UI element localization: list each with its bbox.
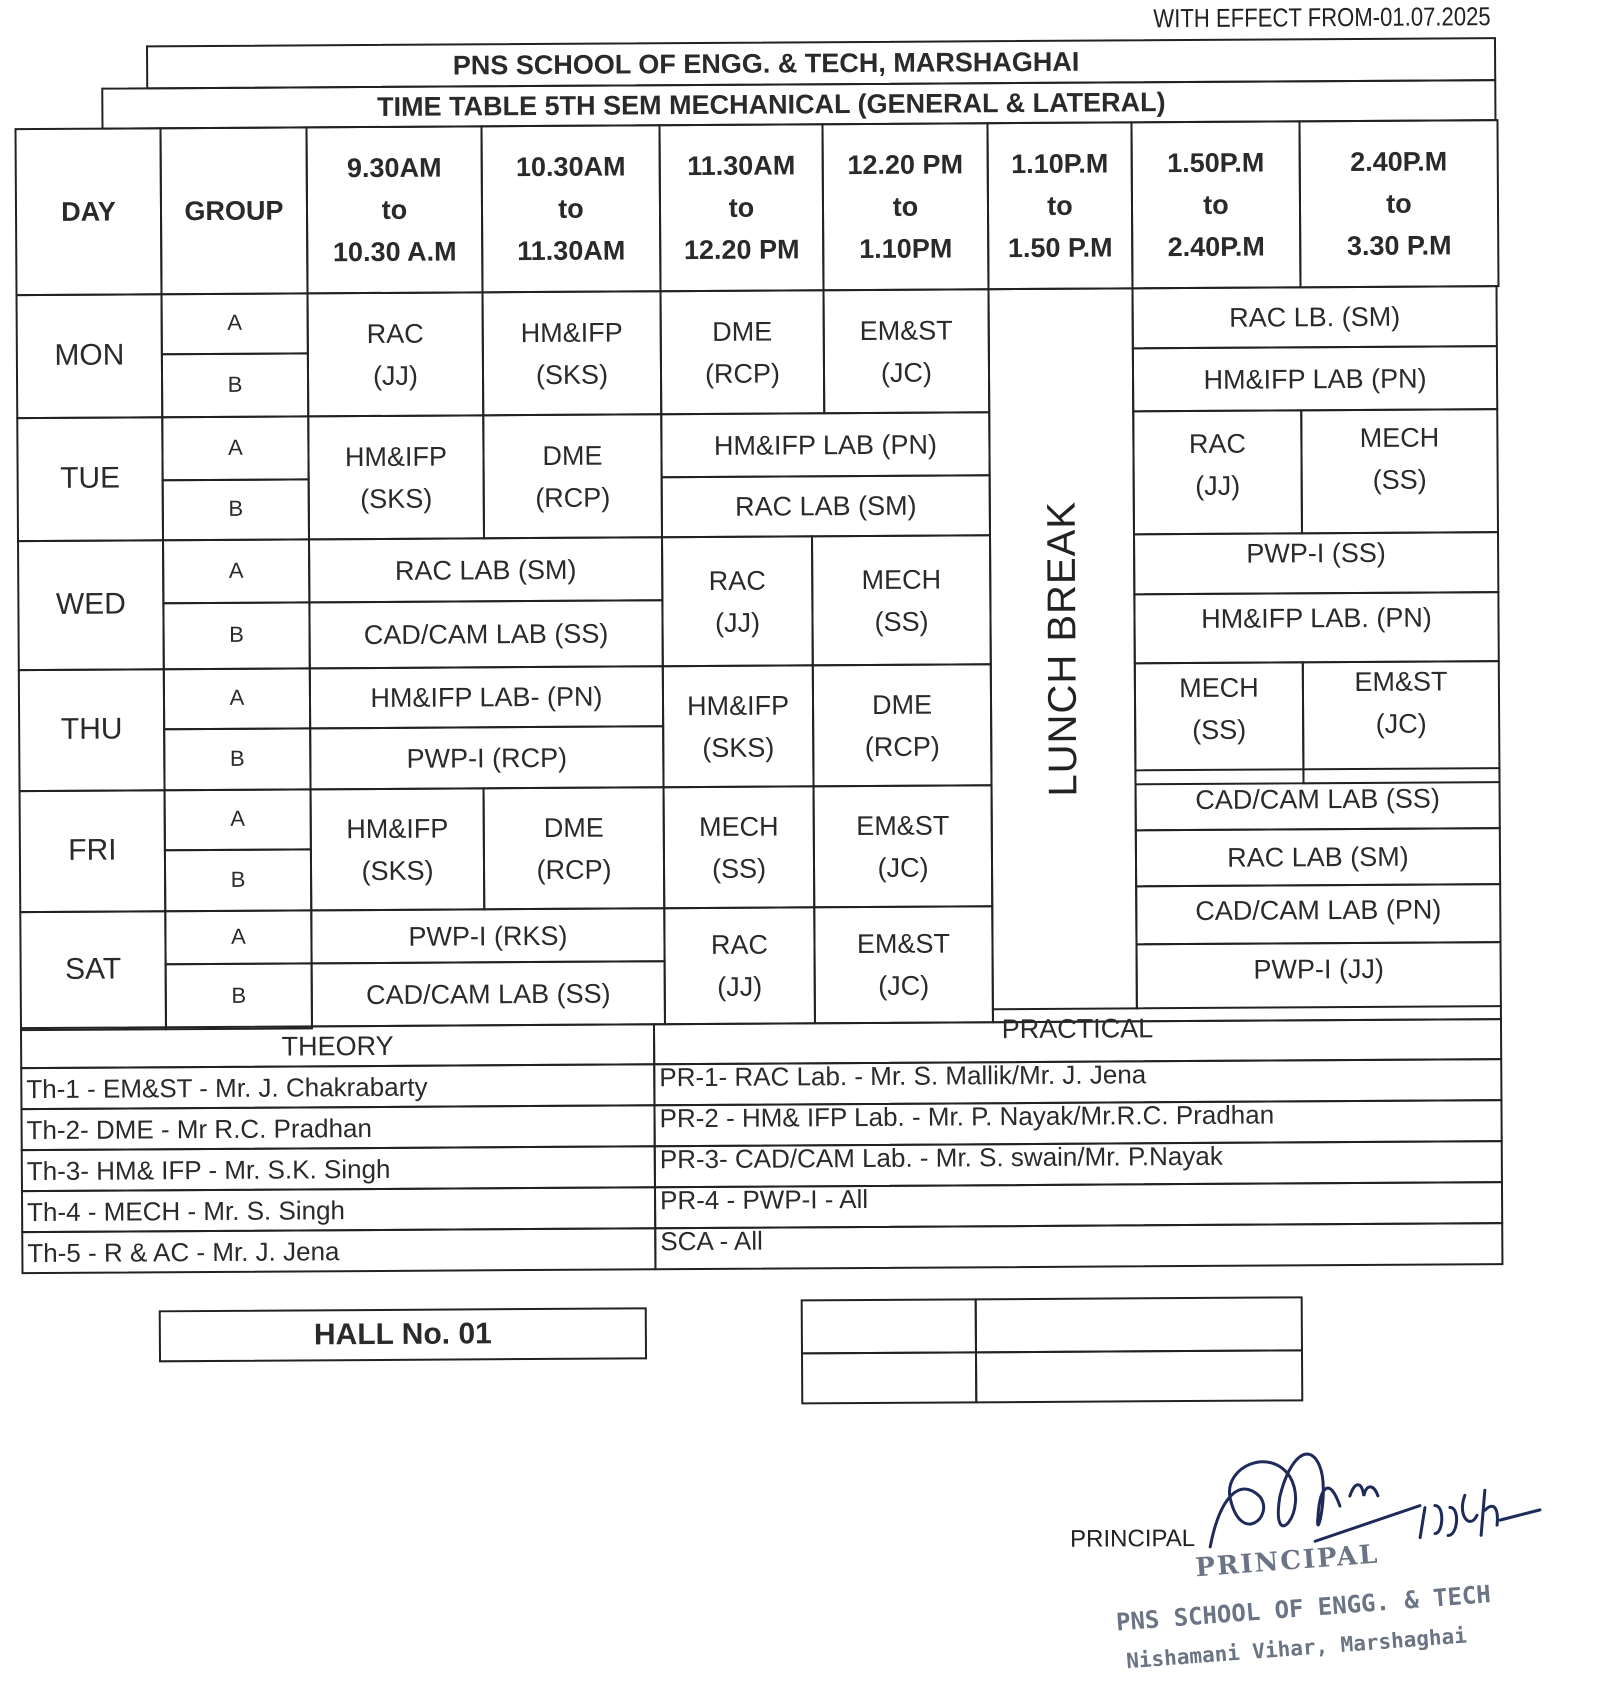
- practical-entry: PR-2 - HM& IFP Lab. - Mr. P. Nayak/Mr.R.C. Pradhan: [659, 1099, 1275, 1133]
- day-label-thu: THU: [60, 712, 123, 746]
- teacher: (SS): [874, 606, 929, 637]
- subject: EM&ST: [1354, 665, 1448, 697]
- lunch-break-label: LUNCH BREAK: [1039, 500, 1086, 797]
- teacher: (JC): [878, 970, 930, 1001]
- empty-cell: [975, 1349, 1303, 1403]
- group-label-a: A: [227, 309, 243, 335]
- practical-entry: PR-3- CAD/CAM Lab. - Mr. S. swain/Mr. P.Nayak: [659, 1140, 1223, 1174]
- sat-b-pm: PWP-I (JJ): [1253, 953, 1384, 985]
- teacher: (JJ): [372, 360, 419, 391]
- teacher: (JC): [877, 852, 929, 883]
- teacher: (SKS): [360, 483, 433, 514]
- slot-time-line: 1.10P.M: [1011, 148, 1109, 180]
- subject: EM&ST: [856, 809, 950, 841]
- sat-s3: [663, 906, 816, 1025]
- group-label-a: A: [228, 557, 244, 583]
- slot-time-line: 12.20 PM: [683, 234, 800, 266]
- slot-time-line: 3.30 P.M: [1346, 230, 1452, 262]
- slot-time-line: 1.10PM: [859, 233, 953, 265]
- subject: MECH: [698, 811, 779, 842]
- institute-name: PNS SCHOOL OF ENGG. & TECH, MARSHAGHAI: [452, 46, 1080, 81]
- fri-s1: [310, 787, 486, 911]
- slot-header-3: [658, 123, 824, 292]
- group-label-a: A: [229, 684, 245, 710]
- tue-s7: [1300, 408, 1499, 509]
- sat-a-lab: PWP-I (RKS): [408, 920, 568, 952]
- teacher: (JJ): [714, 607, 761, 638]
- thu-s4: [812, 663, 993, 787]
- thu-a-lab: HM&IFP LAB- (PN): [370, 681, 603, 714]
- header-group: GROUP: [184, 195, 284, 227]
- subject: DME: [712, 316, 773, 347]
- teacher: (RCP): [864, 731, 940, 762]
- subject: MECH: [861, 564, 942, 595]
- slot-time-line: to: [381, 194, 408, 225]
- lunch-break-text-wrap: [987, 287, 1137, 1010]
- teacher: (JJ): [1195, 470, 1241, 501]
- slot-time-line: 1.50P.M: [1167, 147, 1265, 179]
- wed-a-lab: RAC LAB (SM): [394, 554, 577, 586]
- fri-s4: [813, 784, 994, 908]
- empty-cell: [801, 1298, 977, 1354]
- sat-s4: [813, 905, 994, 1024]
- subject: MECH: [1179, 672, 1259, 703]
- tue-s1: [307, 414, 485, 540]
- subject: DME: [543, 812, 604, 843]
- sat-a-pm: CAD/CAM LAB (PN): [1195, 894, 1442, 926]
- fri-s3: [663, 785, 816, 909]
- theory-entry: Th-5 - R & AC - Mr. J. Jena: [27, 1235, 340, 1268]
- empty-cell: [801, 1351, 977, 1404]
- group-label-b: B: [227, 371, 243, 397]
- fri-s2: [483, 786, 666, 910]
- wed-s3: [661, 535, 814, 667]
- fri-a-pm: CAD/CAM LAB (SS): [1195, 783, 1440, 815]
- slot-header-5: [986, 121, 1133, 290]
- slot-time-line: 11.30AM: [687, 150, 796, 182]
- teacher: (JJ): [717, 971, 763, 1002]
- day-label-sat: SAT: [64, 952, 122, 986]
- practical-title: PRACTICAL: [1001, 1013, 1154, 1045]
- teacher: (RCP): [535, 482, 611, 513]
- theory-entry: Th-1 - EM&ST - Mr. J. Chakrabarty: [26, 1071, 428, 1104]
- stamp-line-2: Nishamani Vihar, Marshaghai: [1125, 1623, 1468, 1674]
- tue-b-lab: RAC LAB (SM): [734, 490, 917, 522]
- thu-s3: [662, 664, 815, 788]
- group-label-b: B: [229, 621, 245, 647]
- group-label-b: B: [228, 495, 244, 521]
- tue-a-lab: HM&IFP LAB (PN): [713, 429, 938, 461]
- teacher: (SKS): [535, 359, 609, 390]
- day-label-wed: WED: [55, 587, 127, 621]
- day-label-tue: TUE: [60, 461, 121, 495]
- slot-header-2: [480, 124, 661, 293]
- teacher: (SS): [711, 853, 767, 884]
- group-label-b: B: [231, 982, 247, 1008]
- slot-time-line: to: [1203, 189, 1229, 220]
- subject: RAC: [710, 929, 769, 960]
- subject: RAC: [708, 565, 766, 596]
- teacher: (SKS): [702, 732, 775, 763]
- wed-b-lab: CAD/CAM LAB (SS): [363, 618, 609, 651]
- slot-time-line: 11.30AM: [517, 235, 626, 267]
- mon-s2: [481, 290, 662, 416]
- thu-b-lab: PWP-I (RCP): [406, 742, 568, 774]
- wed-a-pm: PWP-I (SS): [1246, 537, 1386, 569]
- effective-date: WITH EFFECT FROM-01.07.2025: [1153, 1, 1491, 34]
- timetable-title: TIME TABLE 5TH SEM MECHANICAL (GENERAL & LATERAL): [377, 87, 1166, 122]
- slot-time-line: to: [558, 193, 584, 224]
- mon-a-lab: RAC LB. (SM): [1229, 301, 1401, 333]
- mon-s1: [307, 291, 485, 417]
- subject: MECH: [1359, 422, 1440, 453]
- empty-cell: [975, 1296, 1303, 1353]
- slot-time-line: 2.40P.M: [1167, 231, 1265, 263]
- wed-b-pm: HM&IFP LAB. (PN): [1201, 602, 1432, 634]
- header-day: DAY: [61, 196, 116, 227]
- theory-title: THEORY: [281, 1030, 394, 1062]
- teacher: (JC): [1375, 708, 1427, 739]
- teacher: (SKS): [361, 855, 434, 886]
- slot-time-line: to: [728, 192, 755, 223]
- group-label-b: B: [230, 866, 246, 892]
- practical-entry: SCA - All: [660, 1225, 763, 1256]
- teacher: (RCP): [704, 358, 781, 389]
- tue-s2: [482, 413, 663, 539]
- sat-b-lab: CAD/CAM LAB (SS): [365, 978, 611, 1010]
- subject: DME: [542, 440, 603, 471]
- slot-header-6: [1130, 120, 1301, 289]
- subject: HM&IFP: [686, 689, 790, 721]
- slot-time-line: 12.20 PM: [847, 149, 964, 181]
- slot-time-line: to: [1386, 188, 1412, 219]
- theory-entry: Th-4 - MECH - Mr. S. Singh: [27, 1194, 346, 1227]
- practical-entry: PR-1- RAC Lab. - Mr. S. Mallik/Mr. J. Jena: [659, 1058, 1147, 1092]
- mon-s4: [822, 288, 990, 414]
- group-label-a: A: [231, 923, 246, 949]
- teacher: (SS): [1192, 714, 1247, 745]
- group-label-a: A: [228, 434, 243, 460]
- slot-time-line: 10.30AM: [515, 151, 626, 183]
- practical-entry: PR-4 - PWP-I - All: [659, 1183, 869, 1215]
- principal-label: PRINCIPAL: [1070, 1524, 1196, 1553]
- subject: HM&IFP: [344, 441, 448, 472]
- thu-s6: [1134, 646, 1305, 770]
- signature-mark: [1200, 1435, 1571, 1567]
- subject: HM&IFP: [520, 316, 623, 348]
- wed-s4: [811, 534, 992, 666]
- slot-header-4: [821, 122, 989, 291]
- stamp-title: PRINCIPAL: [1194, 1539, 1381, 1584]
- slot-time-line: to: [892, 191, 919, 222]
- slot-time-line: 1.50 P.M: [1007, 232, 1113, 264]
- slot-header-7: [1298, 119, 1499, 288]
- subject: RAC: [366, 318, 424, 349]
- slot-time-line: 10.30 A.M: [332, 236, 457, 268]
- subject: EM&ST: [859, 314, 953, 346]
- day-label-fri: FRI: [68, 833, 117, 867]
- fri-b-pm: RAC LAB (SM): [1227, 841, 1409, 873]
- subject: DME: [871, 689, 933, 720]
- theory-entry: Th-3- HM& IFP - Mr. S.K. Singh: [26, 1153, 391, 1186]
- hall-number: HALL No. 01: [313, 1317, 492, 1352]
- mon-b-lab: HM&IFP LAB (PN): [1203, 363, 1427, 395]
- tue-s6: [1132, 409, 1303, 520]
- stamp-line-1: PNS SCHOOL OF ENGG. & TECH: [1115, 1580, 1492, 1637]
- teacher: (SS): [1372, 464, 1427, 495]
- slot-time-line: 9.30AM: [346, 152, 442, 184]
- slot-time-line: to: [1047, 190, 1073, 221]
- theory-entry: Th-2- DME - Mr R.C. Pradhan: [26, 1112, 372, 1145]
- mon-s3: [659, 289, 825, 415]
- slot-time-line: 2.40P.M: [1350, 146, 1448, 178]
- subject: HM&IFP: [346, 813, 449, 844]
- teacher: (RCP): [536, 854, 612, 885]
- slot-header-1: [305, 125, 483, 294]
- subject: EM&ST: [856, 928, 951, 960]
- teacher: (JC): [880, 357, 933, 388]
- thu-s7: [1302, 640, 1501, 764]
- subject: RAC: [1188, 428, 1247, 460]
- group-label-a: A: [230, 805, 246, 831]
- group-label-b: B: [229, 745, 245, 771]
- day-label-mon: MON: [54, 338, 125, 372]
